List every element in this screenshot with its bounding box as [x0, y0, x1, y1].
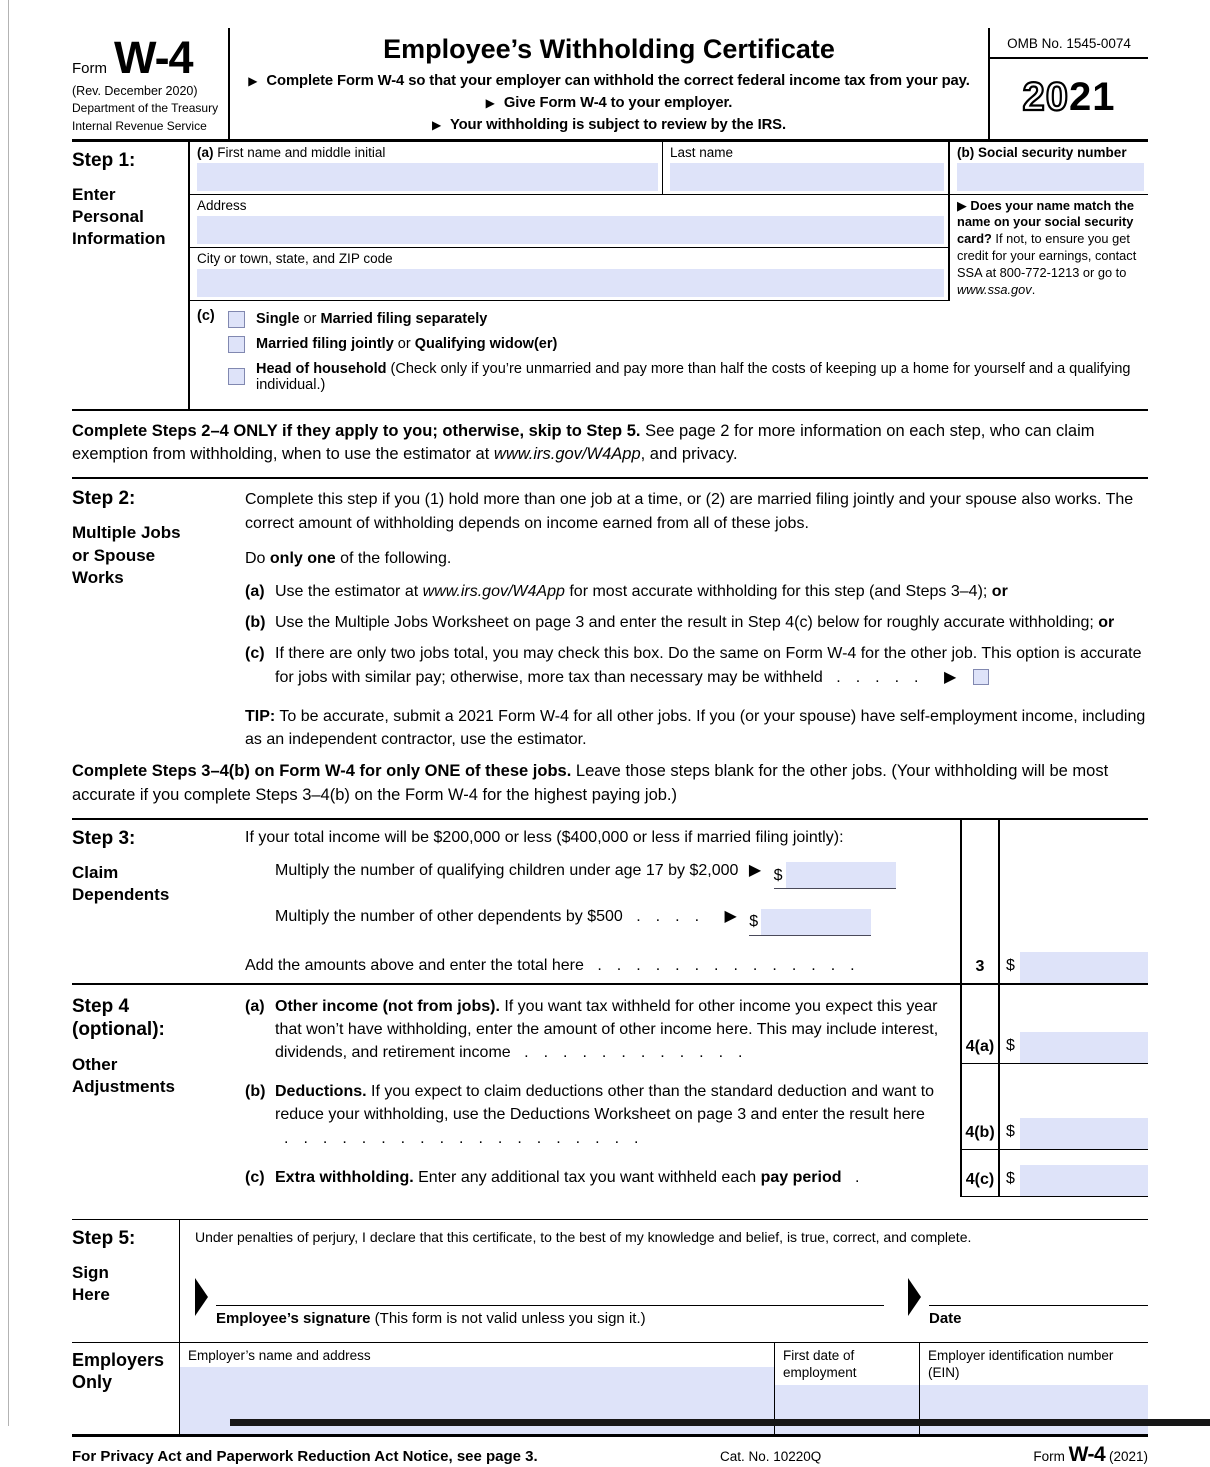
pointer-icon: ▶: [748, 862, 762, 880]
step2-item-c: (c) If there are only two jobs total, you may check this box. Do the same on Form W-4 for the other job. This option is accurate for jobs with similar pay; otherwise, more tax than necessary may be withheld ..... ▶: [245, 645, 1142, 686]
agency-line-1: Department of the Treasury: [72, 101, 219, 115]
leader-dots: .....: [836, 668, 934, 686]
line-4c-amount-input[interactable]: [1020, 1165, 1148, 1196]
city-state-zip-input[interactable]: [197, 269, 944, 297]
address-input[interactable]: [197, 216, 944, 244]
pointer-icon: ▶: [248, 74, 258, 88]
name-row: [190, 142, 948, 195]
step1-label: Step 1:: [72, 149, 136, 171]
form-header: [72, 28, 1148, 142]
step1-section: [72, 142, 1148, 411]
pointer-icon: ▶: [485, 96, 495, 111]
employee-signature-input[interactable]: [216, 1278, 884, 1306]
form-footer: [72, 1437, 1148, 1467]
pointer-icon: [908, 1278, 921, 1316]
form-id-block: [72, 28, 230, 139]
estimator-url: www.irs.gov/W4App: [493, 445, 641, 464]
other-dependents-amount: [749, 909, 871, 936]
line-3-amount-input[interactable]: [1020, 952, 1148, 983]
address-label: Address: [197, 197, 247, 213]
page-edge-line: [8, 0, 9, 1426]
deductions-row: (b) Deductions. If you expect to claim deductions other than the standard deduction and want to reduce your withholding, use the Deductions Worksheet on page 3 and enter the result here ................... 4(b) $: [245, 1064, 1148, 1150]
pointer-icon: ▶: [432, 118, 442, 133]
leader-dots: .: [854, 1168, 875, 1186]
step5-label-block: [72, 1220, 180, 1342]
line-4a-amount-input[interactable]: [1020, 1032, 1148, 1063]
first-date-label: First date of employment: [783, 1347, 857, 1381]
step4-section: [72, 985, 1148, 1197]
filing-status-section: [190, 301, 1148, 409]
qualifying-children-amount-input[interactable]: [786, 862, 896, 888]
address-row: [190, 195, 948, 248]
perjury-declaration: Under penalties of perjury, I declare that this certificate, to the best of my knowledge and belief, is true, correct, and complete.: [195, 1229, 972, 1245]
step3-label: Step 3:: [72, 827, 136, 849]
last-name-input[interactable]: [670, 163, 944, 191]
form-word: Form: [72, 60, 107, 77]
city-state-zip-label: City or town, state, and ZIP code: [197, 250, 393, 266]
omb-number: OMB No. 1545-0074: [990, 28, 1148, 59]
form-footer-id: Form W-4 (2021): [1033, 1442, 1148, 1466]
filing-option-single: Single or Married filing separately: [228, 311, 1148, 328]
other-income-row: (a) Other income (not from jobs). If you want tax withheld for other income you expect this year that won’t have withholding, enter the amount of other income here. This may include interest, dividends, and retirement income ............ 4(a) $: [245, 985, 1148, 1065]
dollar-sign: $: [1006, 1169, 1015, 1187]
dollar-sign: $: [1006, 956, 1015, 974]
scan-artifact-bar: [230, 1419, 1210, 1426]
estimator-url: www.irs.gov/W4App: [422, 582, 565, 600]
first-name-label: (a) First name and middle initial: [197, 144, 386, 160]
catalog-number: Cat. No. 10220Q: [720, 1448, 822, 1464]
agency-line-2: Internal Revenue Service: [72, 119, 207, 134]
line-4b-number: 4(b): [960, 1064, 1000, 1150]
step4-label: Step 4 (optional):: [72, 995, 165, 1041]
dollar-sign: $: [749, 913, 759, 931]
step1-sublabel: Enter Personal Information: [72, 184, 166, 248]
step2-tip: TIP: To be accurate, submit a 2021 Form W-4 for all other jobs. If you (or your spouse) have self-employment income, including as an independent contractor, use the estimator.: [245, 707, 1146, 748]
header-instruction-1: ▶ Complete Form W-4 so that your employer can withhold the correct federal income tax from your pay.: [248, 73, 970, 89]
step2-paragraph: Complete this step if you (1) hold more than one job at a time, or (2) are married filing jointly and your spouse also works. The correct amount of withholding depends on income earned from all of these jobs.: [245, 491, 1134, 532]
w4-form: [72, 28, 1148, 1467]
step2-sublabel: Multiple Jobs or Spouse Works: [72, 523, 181, 587]
privacy-notice: For Privacy Act and Paperwork Reduction Act Notice, see page 3.: [72, 1447, 538, 1465]
dollar-sign: $: [1006, 1122, 1015, 1140]
step5-section: [72, 1219, 1148, 1343]
form-title-block: [230, 28, 990, 139]
single-checkbox[interactable]: [228, 311, 245, 328]
line-4a-number: 4(a): [960, 985, 1000, 1065]
step5-label: Step 5:: [72, 1228, 136, 1249]
head-of-household-checkbox[interactable]: [228, 368, 245, 385]
ssn-note: ▶ Does your name match the name on your social security card? If not, to ensure you get credit for your earnings, contact SSA at 800-772-1213 or go to www.ssa.gov.: [957, 197, 1137, 298]
first-name-input[interactable]: [197, 163, 658, 191]
form-number: W-4: [114, 32, 193, 83]
header-instruction-3: ▶ Your withholding is subject to review by the IRS.: [432, 117, 786, 134]
leader-dots: ....: [636, 908, 715, 926]
footer-form-number: W-4: [1068, 1442, 1106, 1466]
ein-label: Employer identification number (EIN): [928, 1347, 1114, 1381]
omb-year-block: [990, 28, 1148, 139]
filing-status-tag: (c): [197, 307, 215, 324]
ssn-input[interactable]: [957, 163, 1144, 191]
step2-item-b: (b) Use the Multiple Jobs Worksheet on page 3 and enter the result in Step 4(c) below for roughly accurate withholding; or: [245, 614, 1115, 632]
pointer-icon: ▶: [943, 668, 957, 686]
pointer-icon: ▶: [724, 908, 737, 926]
qualifying-children-amount: [774, 862, 896, 889]
signature-row: [195, 1278, 1148, 1330]
step2-label-block: [72, 486, 245, 751]
filing-option-married-jointly: Married filing jointly or Qualifying widow(er): [228, 336, 1148, 353]
step3-label-block: [72, 820, 245, 983]
header-instruction-2: ▶ Give Form W-4 to your employer.: [485, 95, 733, 112]
pointer-icon: [195, 1278, 208, 1316]
line-4b-amount-input[interactable]: [1020, 1118, 1148, 1149]
city-row: [190, 248, 948, 301]
step3-section: [72, 818, 1148, 985]
form-title: Employee’s Withholding Certificate: [383, 34, 835, 64]
revision-date: (Rev. December 2020): [72, 84, 198, 98]
step4-label-block: [72, 985, 245, 1197]
step3-intro: If your total income will be $200,000 or less ($400,000 or less if married filing jointly):: [245, 828, 844, 846]
date-input[interactable]: [929, 1278, 1148, 1306]
other-dependents-row: Multiply the number of other dependents by $500 .... ▶ $: [245, 889, 1148, 935]
ssn-label: (b) Social security number: [957, 144, 1127, 160]
qualifying-children-row: Multiply the number of qualifying children under age 17 by $2,000 ▶ $: [245, 849, 1148, 889]
employer-name-label: Employer’s name and address: [188, 1347, 371, 1363]
date-field: Date: [929, 1278, 1148, 1330]
dollar-sign: $: [1006, 1037, 1015, 1055]
leader-dots: ............: [524, 1044, 758, 1062]
ssa-url: www.ssa.gov: [957, 282, 1032, 298]
married-jointly-checkbox[interactable]: [228, 336, 245, 353]
step2-do-line: Do only one of the following.: [245, 549, 452, 567]
steps-2-4-instruction: Complete Steps 2–4 ONLY if they apply to you; otherwise, skip to Step 5. See page 2 for more information on each step, who can claim exemption from withholding, when to use the estimator at www.irs.gov/W4App, and privacy.: [72, 411, 1148, 480]
filing-option-head-of-household: Head of household (Check only if you’re unmarried and pay more than half the costs of keeping up a home for yourself and a qualifying individual.): [228, 361, 1148, 393]
date-field-group: [908, 1278, 1148, 1330]
tax-year-bold: 21: [1069, 75, 1116, 120]
step2-section: [72, 479, 1148, 751]
steps-3-4b-instruction: Complete Steps 3–4(b) on Form W-4 for only ONE of these jobs. Leave those steps blank for the other jobs. (Your withholding will be most accurate if you complete Steps 3–4(b) on the Form W-4 for the highest paying job.): [72, 762, 1109, 805]
leader-dots: ..............: [597, 956, 870, 974]
signature-field: Employee’s signature (This form is not valid unless you sign it.): [216, 1278, 884, 1330]
tax-year: [990, 59, 1148, 139]
employers-only-label: Employers Only: [72, 1349, 165, 1393]
step3-intro-row: [245, 820, 1148, 849]
employers-label-block: [72, 1343, 180, 1434]
dependents-total-row: Add the amounts above and enter the total here .............. 3 $: [245, 936, 1148, 983]
step2-item-a: (a) Use the estimator at www.irs.gov/W4App for most accurate withholding for this step (and Steps 3–4); or: [245, 582, 1008, 600]
step4-sublabel: Other Adjustments: [72, 1055, 175, 1097]
line-3-number: 3: [960, 936, 1000, 983]
ein-input[interactable]: [920, 1385, 1148, 1434]
other-dependents-amount-input[interactable]: [761, 909, 871, 935]
step5-sublabel: Sign Here: [72, 1263, 110, 1305]
ssn-block: [948, 142, 1148, 301]
step2-label: Step 2:: [72, 488, 136, 510]
dollar-sign: $: [773, 867, 783, 885]
step1-label-block: [72, 142, 190, 409]
step3-sublabel: Claim Dependents: [72, 862, 170, 905]
tax-year-outline: 20: [1022, 75, 1069, 120]
first-date-input[interactable]: [775, 1385, 919, 1434]
extra-withholding-row: (c) Extra withholding. Enter any additional tax you want withheld each pay period . 4(c) $: [245, 1150, 1148, 1197]
last-name-label: Last name: [670, 144, 734, 160]
two-jobs-checkbox[interactable]: [973, 669, 989, 685]
pointer-icon: ▶: [957, 197, 967, 213]
line-4c-number: 4(c): [960, 1150, 1000, 1197]
leader-dots: ...................: [284, 1129, 654, 1147]
